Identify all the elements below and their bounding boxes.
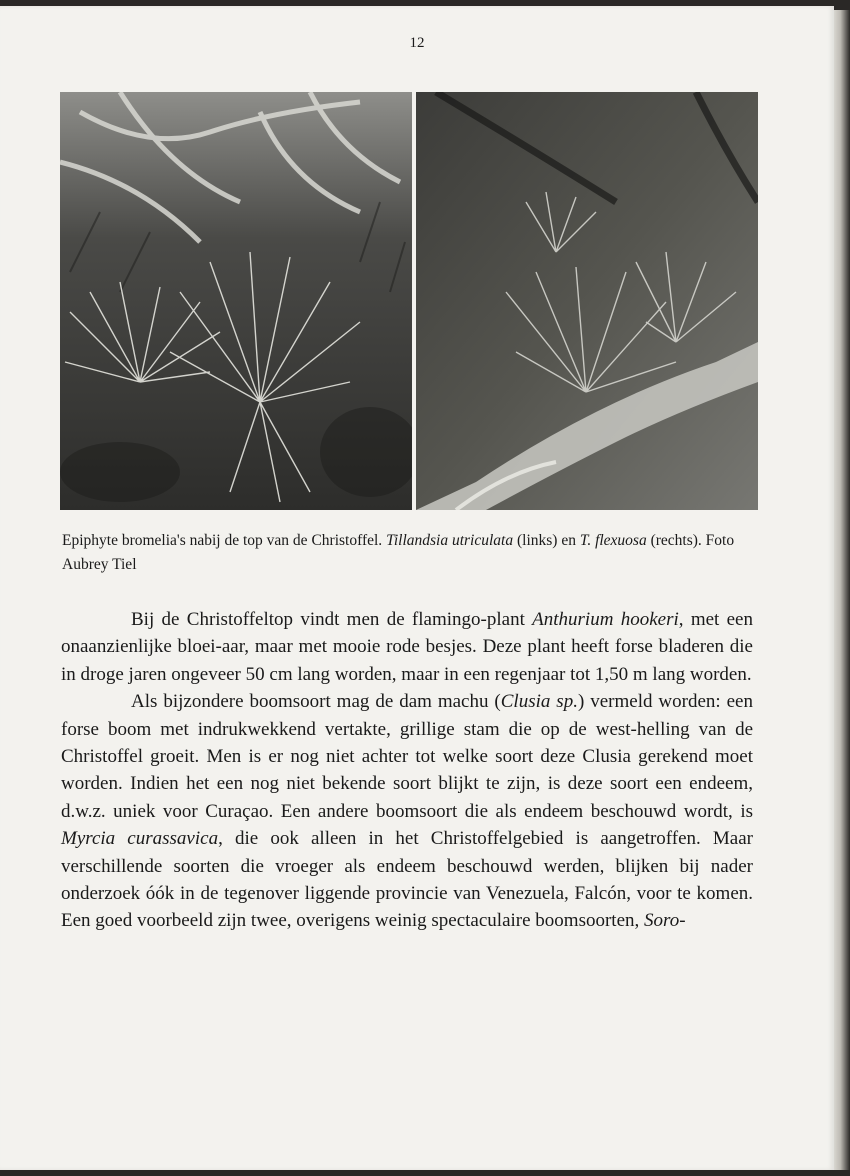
caption-text-3: (rechts). Foto Aubrey Tiel — [62, 532, 735, 573]
paragraph-2-species-3: Soro- — [644, 910, 686, 932]
document-page — [0, 6, 834, 1170]
paragraph-2-species-1: Clusia sp. — [500, 691, 578, 713]
paragraph-2-text-3: , die ook alleen in het Christoffelgebied is aangetroffen. Maar verschillende soorten die vroeger als endeem beschouwd werden, blijken bij nader onderzoek óók in de tegenover liggende provincie van Venezuela, Falcón, voor te komen. Een goed voorbeeld zijn twee, overigens weinig spectaculaire boomsoorten, — [61, 828, 754, 932]
paragraph-2-text-1: Als bijzondere boomsoort mag de dam machu ( — [131, 691, 501, 713]
page-edge — [834, 10, 850, 1170]
figure-caption — [62, 529, 762, 577]
paragraph-1 — [61, 606, 753, 688]
photo-right-tillandsia-flexuosa — [416, 92, 758, 510]
caption-text-1: Epiphyte bromelia's nabij de top van de Christoffel. — [62, 532, 387, 549]
body-text — [61, 606, 753, 935]
caption-species-2: T. flexuosa — [579, 532, 647, 549]
paragraph-1-text-1: Bij de Christoffeltop vindt men de flamingo-plant — [131, 609, 533, 630]
bromeliad-photo-right-icon — [416, 92, 758, 510]
photo-pair — [60, 92, 758, 510]
paragraph-2-species-2: Myrcia curassavica — [61, 828, 219, 850]
bromeliad-photo-left-icon — [60, 92, 412, 510]
paragraph-2 — [61, 688, 753, 935]
paragraph-1-species: Anthurium hookeri — [532, 609, 679, 630]
caption-species-1: Tillandsia utriculata — [386, 532, 514, 549]
paragraph-1-text-2: , met een onaanzienlijke bloei-aar, maar met mooie rode besjes. Deze plant heeft forse bladeren die in droge jaren ongeveer 50 cm lang worden, maar in een regenjaar tot 1,50 m lang worden. — [61, 609, 753, 685]
page-number: 12 — [409, 35, 425, 51]
caption-text-2: (links) en — [513, 532, 580, 549]
paragraph-2-text-2: ) vermeld worden: een forse boom met indrukwekkend vertakte, grillige stam die op de west-helling van de Christoffel groeit. Men is er nog niet achter tot welke soort deze Clusia gerekend moet worden. Indien het een nog niet bekende soort blijkt te zijn, is deze soort een endeem, d.w.z. uniek voor Curaçao. Een andere boomsoort die als endeem beschouwd wordt, is — [61, 691, 753, 822]
photo-left-tillandsia-utriculata — [60, 92, 412, 510]
